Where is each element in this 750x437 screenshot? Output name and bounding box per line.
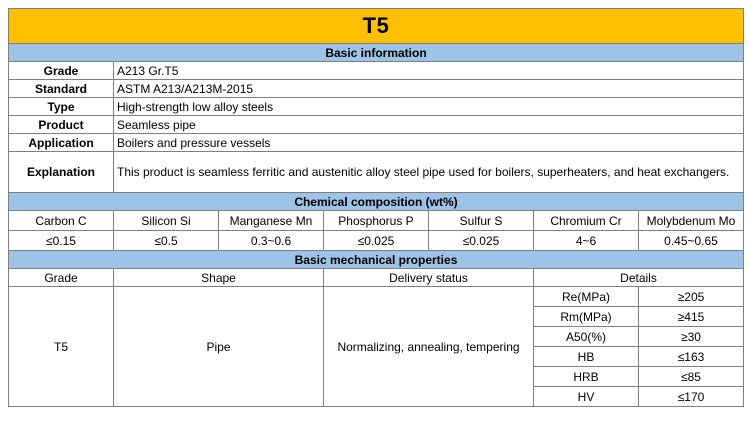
detail-name-re: Re(MPa)	[534, 287, 639, 307]
mech-shape: Pipe	[114, 287, 324, 407]
chemical-header-row	[9, 193, 744, 211]
col-delivery: Delivery status	[324, 269, 534, 287]
info-value-grade: A213 Gr.T5	[114, 62, 744, 80]
element-molybdenum: Molybdenum Mo	[639, 211, 744, 231]
element-carbon: Carbon C	[9, 211, 114, 231]
info-label-grade: Grade	[9, 62, 114, 80]
detail-value-hrb: ≤85	[639, 367, 744, 387]
info-row-standard	[9, 80, 744, 98]
basic-info-header-row	[9, 44, 744, 62]
title-row	[9, 9, 744, 44]
element-chromium: Chromium Cr	[534, 211, 639, 231]
info-label-product: Product	[9, 116, 114, 134]
detail-name-hb: HB	[534, 347, 639, 367]
info-value-application: Boilers and pressure vessels	[114, 134, 744, 152]
detail-value-a50: ≥30	[639, 327, 744, 347]
col-shape: Shape	[114, 269, 324, 287]
mech-grade: T5	[9, 287, 114, 407]
t5-spec-table	[8, 8, 744, 407]
detail-name-hrb: HRB	[534, 367, 639, 387]
value-sulfur: ≤0.025	[429, 231, 534, 251]
value-chromium: 4~6	[534, 231, 639, 251]
element-manganese: Manganese Mn	[219, 211, 324, 231]
detail-value-re: ≥205	[639, 287, 744, 307]
detail-row	[9, 287, 744, 307]
info-label-explanation: Explanation	[9, 152, 114, 193]
mechanical-columns-row	[9, 269, 744, 287]
chemical-elements-row	[9, 211, 744, 231]
chemical-header: Chemical composition (wt%)	[9, 193, 744, 211]
info-label-type: Type	[9, 98, 114, 116]
info-row-type	[9, 98, 744, 116]
element-sulfur: Sulfur S	[429, 211, 534, 231]
element-phosphorus: Phosphorus P	[324, 211, 429, 231]
value-carbon: ≤0.15	[9, 231, 114, 251]
info-value-type: High-strength low alloy steels	[114, 98, 744, 116]
info-label-application: Application	[9, 134, 114, 152]
info-value-product: Seamless pipe	[114, 116, 744, 134]
info-value-explanation: This product is seamless ferritic and austenitic alloy steel pipe used for boilers, superheaters, and heat exchangers.	[114, 152, 744, 193]
mech-delivery: Normalizing, annealing, tempering	[324, 287, 534, 407]
value-silicon: ≤0.5	[114, 231, 219, 251]
detail-value-hv: ≤170	[639, 387, 744, 407]
info-label-standard: Standard	[9, 80, 114, 98]
detail-name-rm: Rm(MPa)	[534, 307, 639, 327]
col-details: Details	[534, 269, 744, 287]
detail-value-rm: ≥415	[639, 307, 744, 327]
info-row-product	[9, 116, 744, 134]
col-grade: Grade	[9, 269, 114, 287]
value-phosphorus: ≤0.025	[324, 231, 429, 251]
info-row-grade	[9, 62, 744, 80]
info-row-explanation	[9, 152, 744, 193]
chemical-values-row	[9, 231, 744, 251]
mechanical-header-row	[9, 251, 744, 269]
element-silicon: Silicon Si	[114, 211, 219, 231]
basic-info-header: Basic information	[9, 44, 744, 62]
value-molybdenum: 0.45~0.65	[639, 231, 744, 251]
page-title: T5	[9, 9, 744, 44]
info-value-standard: ASTM A213/A213M-2015	[114, 80, 744, 98]
value-manganese: 0.3~0.6	[219, 231, 324, 251]
info-row-application	[9, 134, 744, 152]
mechanical-header: Basic mechanical properties	[9, 251, 744, 269]
detail-name-a50: A50(%)	[534, 327, 639, 347]
detail-name-hv: HV	[534, 387, 639, 407]
detail-value-hb: ≤163	[639, 347, 744, 367]
